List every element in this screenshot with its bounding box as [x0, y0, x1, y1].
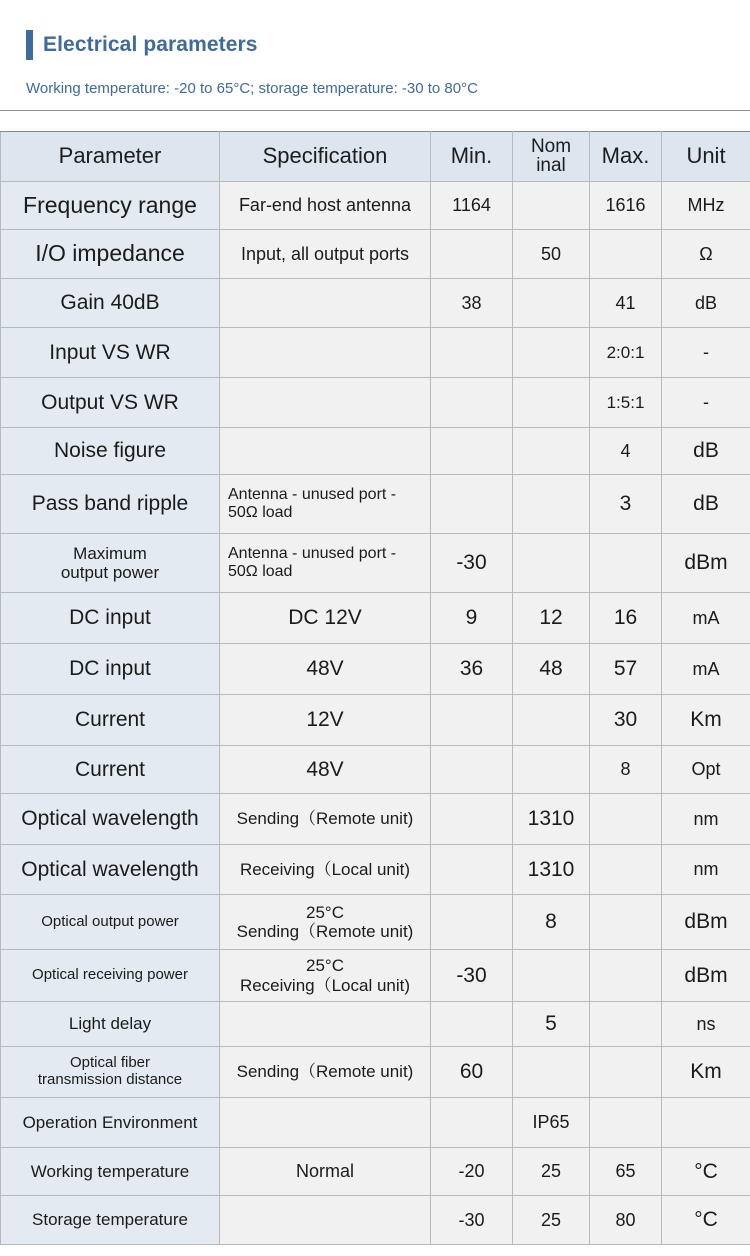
cell-unit: - — [662, 378, 750, 428]
cell-parameter: Gain 40dB — [1, 279, 220, 328]
cell-parameter: Current — [1, 695, 220, 746]
cell-nominal: 50 — [513, 230, 590, 279]
cell-min: 60 — [431, 1047, 513, 1098]
cell-spec-line2: 50Ω load — [228, 563, 293, 580]
cell-spec: Sending（Remote unit) — [220, 794, 431, 845]
table-row — [1, 279, 750, 328]
cell-max: 41 — [590, 279, 662, 328]
cell-min — [431, 845, 513, 895]
cell-spec: Far-end host antenna — [220, 182, 431, 230]
cell-parameter: Light delay — [1, 1002, 220, 1047]
cell-unit: dBm — [662, 895, 750, 950]
col-header-nominal-line1: Nom — [530, 136, 572, 158]
cell-min — [431, 746, 513, 794]
table-row — [1, 1047, 750, 1098]
col-header-specification: Specification — [220, 132, 431, 182]
cell-spec: DC 12V — [220, 593, 431, 644]
cell-spec — [220, 378, 431, 428]
table-row — [1, 593, 750, 644]
table-row — [1, 794, 750, 845]
cell-spec — [220, 428, 431, 475]
cell-max — [590, 534, 662, 593]
cell-parameter-line2: transmission distance — [37, 1071, 183, 1088]
table-row — [1, 1196, 750, 1245]
col-header-min: Min. — [431, 132, 513, 182]
parameters-table — [0, 131, 750, 1245]
cell-max: 3 — [590, 475, 662, 534]
cell-spec: Sending（Remote unit) — [220, 1047, 431, 1098]
col-header-unit: Unit — [662, 132, 750, 182]
cell-max — [590, 1047, 662, 1098]
cell-nominal: 8 — [513, 895, 590, 950]
table-row — [1, 1098, 750, 1148]
cell-spec: 48V — [220, 746, 431, 794]
cell-spec — [220, 475, 431, 534]
table-row — [1, 182, 750, 230]
cell-min: -30 — [431, 1196, 513, 1245]
cell-nominal: IP65 — [513, 1098, 590, 1148]
cell-min — [431, 1098, 513, 1148]
divider — [0, 110, 750, 111]
cell-max — [590, 1002, 662, 1047]
col-header-nominal-line2: inal — [536, 154, 566, 176]
cell-unit: mA — [662, 593, 750, 644]
cell-nominal: 25 — [513, 1148, 590, 1196]
cell-nominal — [513, 328, 590, 378]
page-title: Electrical parameters — [43, 33, 258, 56]
cell-spec — [220, 279, 431, 328]
cell-max: 30 — [590, 695, 662, 746]
cell-spec: 12V — [220, 695, 431, 746]
cell-unit: mA — [662, 644, 750, 695]
cell-unit: Ω — [662, 230, 750, 279]
cell-min — [431, 794, 513, 845]
cell-spec — [220, 1196, 431, 1245]
cell-min: -30 — [431, 534, 513, 593]
cell-spec — [220, 950, 431, 1002]
cell-unit: dB — [662, 475, 750, 534]
cell-spec-line1: Antenna - unused port - — [228, 545, 397, 563]
cell-unit: nm — [662, 845, 750, 895]
cell-max: 8 — [590, 746, 662, 794]
col-header-parameter: Parameter — [1, 132, 220, 182]
cell-max — [590, 794, 662, 845]
cell-nominal: 5 — [513, 1002, 590, 1047]
cell-parameter-line1: Optical fiber — [69, 1054, 151, 1072]
cell-unit: - — [662, 328, 750, 378]
cell-spec: Input, all output ports — [220, 230, 431, 279]
cell-min: 38 — [431, 279, 513, 328]
cell-parameter: DC input — [1, 593, 220, 644]
cell-unit: °C — [662, 1148, 750, 1196]
cell-max — [590, 1098, 662, 1148]
cell-max — [590, 950, 662, 1002]
cell-parameter — [1, 534, 220, 593]
cell-unit: dBm — [662, 534, 750, 593]
cell-min: 36 — [431, 644, 513, 695]
cell-parameter: I/O impedance — [1, 230, 220, 279]
table-row — [1, 746, 750, 794]
table-row — [1, 428, 750, 475]
cell-parameter: Current — [1, 746, 220, 794]
cell-parameter: Frequency range — [1, 182, 220, 230]
cell-parameter: Output VS WR — [1, 378, 220, 428]
cell-parameter-line1: Maximum — [73, 543, 147, 563]
cell-parameter: DC input — [1, 644, 220, 695]
cell-parameter: Optical wavelength — [1, 845, 220, 895]
cell-nominal — [513, 695, 590, 746]
cell-nominal — [513, 378, 590, 428]
cell-nominal — [513, 950, 590, 1002]
cell-spec — [220, 534, 431, 593]
cell-nominal — [513, 534, 590, 593]
header — [0, 0, 750, 130]
cell-min — [431, 230, 513, 279]
cell-parameter-line2: output power — [60, 563, 160, 582]
table-row — [1, 644, 750, 695]
cell-min: -20 — [431, 1148, 513, 1196]
table-row — [1, 475, 750, 534]
cell-spec-line2: Receiving（Local unit) — [239, 975, 411, 995]
col-header-nominal — [513, 132, 590, 182]
cell-unit: dBm — [662, 950, 750, 1002]
table-header-row — [1, 132, 750, 182]
cell-spec — [220, 1002, 431, 1047]
cell-unit: °C — [662, 1196, 750, 1245]
cell-spec: 48V — [220, 644, 431, 695]
table-row — [1, 230, 750, 279]
cell-parameter: Input VS WR — [1, 328, 220, 378]
table-row — [1, 1148, 750, 1196]
cell-parameter: Noise figure — [1, 428, 220, 475]
cell-spec: Normal — [220, 1148, 431, 1196]
table-row — [1, 845, 750, 895]
cell-min — [431, 475, 513, 534]
cell-unit: ns — [662, 1002, 750, 1047]
cell-max: 57 — [590, 644, 662, 695]
table-row — [1, 895, 750, 950]
cell-nominal — [513, 746, 590, 794]
cell-min — [431, 895, 513, 950]
cell-spec — [220, 1098, 431, 1148]
cell-nominal — [513, 1047, 590, 1098]
table-row — [1, 328, 750, 378]
table-row — [1, 1002, 750, 1047]
cell-max — [590, 845, 662, 895]
page-subtitle: Working temperature: -20 to 65°C; storage temperature: -30 to 80°C — [26, 80, 478, 97]
cell-parameter: Optical output power — [1, 895, 220, 950]
cell-parameter: Working temperature — [1, 1148, 220, 1196]
cell-parameter: Pass band ripple — [1, 475, 220, 534]
cell-nominal: 1310 — [513, 845, 590, 895]
cell-spec-line2: 50Ω load — [228, 504, 293, 521]
cell-min — [431, 328, 513, 378]
cell-nominal: 12 — [513, 593, 590, 644]
cell-min — [431, 695, 513, 746]
cell-nominal — [513, 279, 590, 328]
cell-nominal: 48 — [513, 644, 590, 695]
cell-spec-line1: Antenna - unused port - — [228, 486, 397, 504]
cell-unit: nm — [662, 794, 750, 845]
cell-unit: dB — [662, 428, 750, 475]
cell-max: 4 — [590, 428, 662, 475]
cell-max: 1616 — [590, 182, 662, 230]
cell-min: -30 — [431, 950, 513, 1002]
cell-spec — [220, 328, 431, 378]
cell-unit: Km — [662, 1047, 750, 1098]
cell-spec-line1: 25°C — [306, 956, 344, 976]
cell-parameter: Optical wavelength — [1, 794, 220, 845]
cell-max — [590, 230, 662, 279]
cell-unit: MHz — [662, 182, 750, 230]
table-row — [1, 695, 750, 746]
cell-spec-line2: Sending（Remote unit) — [236, 922, 414, 941]
cell-nominal — [513, 182, 590, 230]
cell-max: 65 — [590, 1148, 662, 1196]
cell-min — [431, 1002, 513, 1047]
cell-nominal — [513, 475, 590, 534]
cell-nominal — [513, 428, 590, 475]
cell-min — [431, 428, 513, 475]
title-accent-bar — [26, 30, 33, 60]
cell-min: 9 — [431, 593, 513, 644]
cell-unit: Opt — [662, 746, 750, 794]
cell-parameter: Storage temperature — [1, 1196, 220, 1245]
cell-max: 2:0:1 — [590, 328, 662, 378]
cell-min: 1164 — [431, 182, 513, 230]
cell-max — [590, 895, 662, 950]
cell-nominal: 1310 — [513, 794, 590, 845]
table-row — [1, 950, 750, 1002]
cell-parameter: Operation Environment — [1, 1098, 220, 1148]
cell-unit — [662, 1098, 750, 1148]
cell-min — [431, 378, 513, 428]
cell-nominal: 25 — [513, 1196, 590, 1245]
col-header-max: Max. — [590, 132, 662, 182]
cell-spec: Receiving（Local unit) — [220, 845, 431, 895]
table-row — [1, 534, 750, 593]
cell-parameter — [1, 1047, 220, 1098]
cell-max: 16 — [590, 593, 662, 644]
cell-max: 1:5:1 — [590, 378, 662, 428]
cell-max: 80 — [590, 1196, 662, 1245]
table-row — [1, 378, 750, 428]
cell-unit: dB — [662, 279, 750, 328]
cell-spec — [220, 895, 431, 950]
cell-spec-line1: 25°C — [306, 902, 344, 922]
cell-parameter: Optical receiving power — [1, 950, 220, 1002]
cell-unit: Km — [662, 695, 750, 746]
